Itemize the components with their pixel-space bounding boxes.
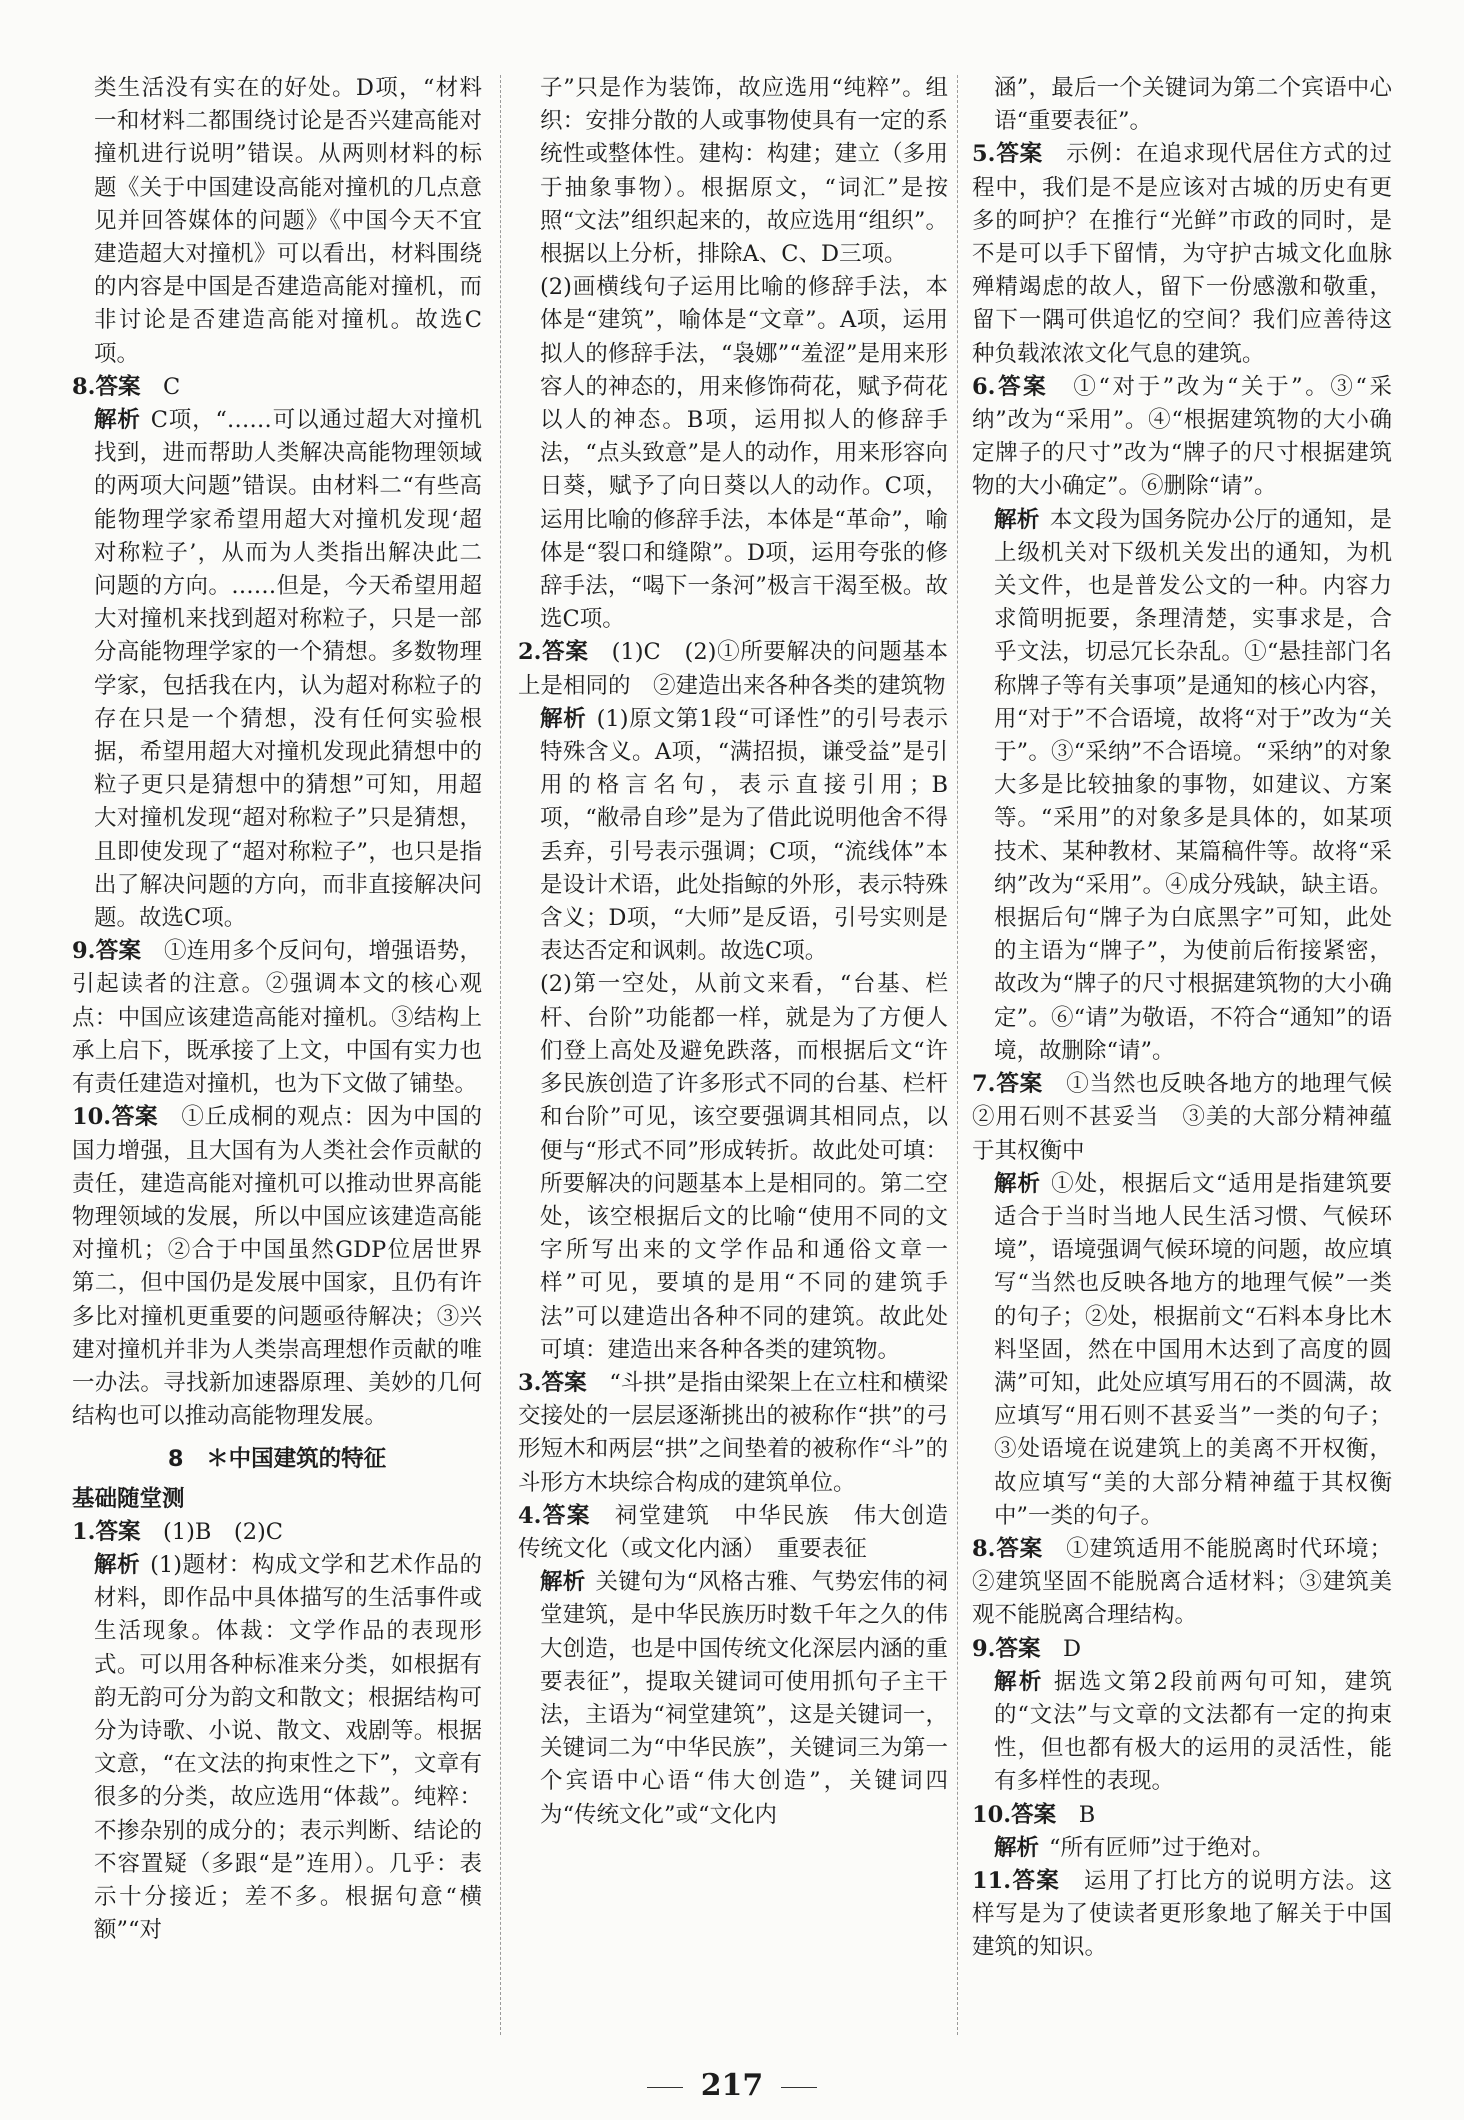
q4-number: 4. [518, 1502, 542, 1529]
answer-label: 答案 [1011, 1867, 1061, 1894]
column-divider-1 [500, 75, 501, 2035]
q9-number: 9. [72, 938, 96, 965]
c3-continued-text: 涵”，最后一个关键词为第二个宾语中心语“重要表征”。 [994, 75, 1392, 135]
q11-answer: 运用了打比方的说明方法。这样写是为了使读者更形象地了解关于中国建筑的知识。 [972, 1867, 1392, 1961]
q2-analysis-2: (2)第一空处，从前文来看，“台基、栏杆、台阶”功能都一样，就是为了方便人们登上高处及避免跌落，而根据后文“许多民族创造了许多形式不同的台基、栏杆和台阶”可见，该空要强调其相同点，以便与“形式不同”形成转折。故此处可填：所要解决的问题基本上是相同的。第二空处，该空根据后文的比喻“使用不同的文字所写出来的文学作品和通俗文章一样”可见，要填的是用“不同的建筑手法”可以建造出各种不同的建筑。故此处可填：建造出来各种各类的建筑物。 [540, 971, 948, 1363]
s1-number: 1. [72, 1518, 96, 1545]
q5-number: 5. [972, 141, 996, 168]
column-1 [72, 72, 482, 1947]
q9b-answer: D [1063, 1635, 1082, 1662]
q8-number: 8. [72, 373, 96, 400]
q10b-analysis: “所有匠师”过于绝对。 [1049, 1834, 1275, 1861]
answer-label: 答案 [111, 1104, 159, 1131]
q7-answer: ①当然也反映各地方的地理气候 ②用石则不甚妥当 ③美的大部分精神蕴于其权衡中 [972, 1071, 1415, 1164]
answer-label: 答案 [995, 1535, 1043, 1562]
page-number: 217 [700, 2068, 764, 2103]
q8b-number: 8. [972, 1535, 996, 1562]
c2-continued-text: 子”只是作为装饰，故应选用“纯粹”。组织：安排分散的人或事物使具有一定的系统性或整体性。建构：构建；建立（多用于抽象事物）。根据原文，“词汇”是按照“文法”组织起来的，故应选用“组织”。根据以上分析，排除A、C、D三项。 [540, 75, 948, 268]
analysis-label: 解析 [94, 1551, 141, 1578]
analysis-label: 解析 [94, 407, 141, 434]
column-3 [972, 72, 1415, 1965]
c3-q7 [972, 1068, 1415, 1533]
q10-answer: ①丘成桐的观点：因为中国的国力增强，且大国有为人类社会作贡献的责任，建造高能对撞机可以推动世界高能物理领域的发展，所以中国应该建造高能对撞机；②合于中国虽然GDP位居世界第二，但中国仍是发展中国家，且仍有许多比对撞机更重要的问题亟待解决；③兴建对撞机并非为人类崇高理想作贡献的唯一办法。寻找新加速器原理、美妙的几何结构也可以推动高能物理发展。 [72, 1104, 482, 1430]
c3-q9 [972, 1633, 1392, 1799]
q9-answer: ①连用多个反问句，增强语势，引起读者的注意。②强调本文的核心观点：中国应该建造高能对撞机。③结构上承上启下，既承接了上文，中国有实力也有责任建造对撞机，也为下文做了铺垫。 [72, 938, 482, 1098]
q3-answer: “斗拱”是指由梁架上在立柱和横梁交接处的一层层逐渐挑出的被称作“拱”的弓形短木和两层“拱”之间垫着的被称作“斗”的斗形方木块综合构成的建筑单位。 [518, 1369, 948, 1496]
q6-number: 6. [972, 373, 996, 400]
q3-number: 3. [518, 1369, 542, 1396]
analysis-label: 解析 [994, 1170, 1042, 1197]
c2-q4 [518, 1500, 971, 1832]
c1-continued-text: 类生活没有实在的好处。D项，“材料一和材料二都围绕讨论是否兴建高能对撞机进行说明”错误。从两则材料的标题《关于中国建设高能对撞机的几点意见并回答媒体的问题》《中国今天不宜建造超大对撞机》可以看出，材料围绕的内容是中国是否建造高能对撞机，而非讨论是否建造高能对撞机。故选C项。 [94, 75, 482, 367]
q8b-answer: ①建筑适用不能脱离时代环境；②建筑坚固不能脱离合适材料；③建筑美观不能脱离合理结构。 [972, 1535, 1392, 1629]
answer-label: 答案 [95, 938, 142, 965]
c1-s1 [72, 1516, 482, 1948]
s1-answer: (1)B (2)C [163, 1518, 284, 1545]
section-title: 8 ＊中国建筑的特征 [167, 1446, 387, 1473]
c2-paragraph-2: (2)画横线句子运用比喻的修辞手法，本体是“建筑”，喻体是“文章”。A项，运用拟人的修辞手法，“袅娜”“羞涩”是用来形容人的神态的，用来修饰荷花，赋予荷花以人的神态。B项，运用拟人的修辞手法，“点头致意”是人的动作，用来形容向日葵，赋予了向日葵以人的动作。C项，运用比喻的修辞手法，本体是“革命”，喻体是“裂口和缝隙”。D项，运用夸张的修辞手法，“喝下一条河”极言干渴至极。故选C项。 [540, 274, 948, 633]
q8-answer: C [163, 373, 181, 400]
column-divider-2 [957, 75, 958, 2035]
q11-number: 11. [972, 1867, 1012, 1894]
answer-label: 答案 [95, 373, 141, 400]
q2-analysis-1: (1)原文第1段“可译性”的引号表示特殊含义。A项，“满招损，谦受益”是引用的格言名句，表示直接引用；B项，“敝帚自珍”是为了借此说明他舍不得丢弃，引号表示强调；C项，“流线体”本是设计术语，此处指鲸的外形，表示特殊含义；D项，“大师”是反语，引号实则是表达否定和讽刺。故选C项。 [540, 705, 948, 965]
q2-answer: (1)C (2)①所要解决的问题基本上是相同的 ②建造出来各种各类的建筑物 [518, 639, 948, 699]
analysis-label: 解析 [540, 1569, 586, 1596]
c1-q10 [72, 1101, 482, 1433]
c3-q11 [972, 1865, 1392, 1965]
answer-label: 答案 [995, 141, 1043, 168]
subsection-title: 基础随堂测 [72, 1485, 185, 1512]
column-2 [518, 72, 971, 1832]
footer-dash-left [647, 2087, 683, 2088]
q10b-answer: B [1078, 1801, 1096, 1828]
q6-answer: ①“对于”改为“关于”。③“采纳”改为“采用”。④“根据建筑物的大小确定牌子的尺寸”改为“牌子的尺寸根据建筑物的大小确定”。⑥删除“请”。 [972, 373, 1392, 500]
answer-label: 答案 [541, 639, 589, 666]
c1-q8 [72, 371, 482, 935]
q6-analysis: 本文段为国务院办公厅的通知，是上级机关对下级机关发出的通知，为机关文件，也是普发公文的一种。内容力求简明扼要，条理清楚，实事求是，合乎文法，切忌冗长杂乱。①“悬挂部门名称牌子等有关事项”是通知的核心内容，用“对于”不合语境，故将“对于”改为“关于”。③“采纳”不合语境。“采纳”的对象大多是比较抽象的事物，如建议、方案等。“采用”的对象多是具体的，如某项技术、某种教材、某篇稿件等。故将“采纳”改为“采用”。④成分残缺，缺主语。根据后句“牌子为白底黑字”可知，此处的主语为“牌子”，为使前后衔接紧密，故改为“牌子的尺寸根据建筑物的大小确定”。⑥“请”为敬语，不符合“通知”的语境，故删除“请”。 [994, 506, 1392, 1064]
answer-label: 答案 [541, 1369, 587, 1396]
c1-q9 [72, 935, 482, 1101]
analysis-label: 解析 [994, 1668, 1044, 1695]
q10b-number: 10. [972, 1801, 1012, 1828]
answer-label: 答案 [995, 373, 1049, 400]
q5-answer: 示例：在追求现代居住方式的过程中，我们是不是应该对古城的历史有更多的呵护？在推行“光鲜”市政的同时，是不是可以手下留情，为守护古城文化血脉殚精竭虑的故人，留下一份感激和敬重，留下一隅可供追忆的空间？我们应善待这种负载浓浓文化气息的建筑。 [972, 141, 1392, 367]
c2-q2 [518, 636, 948, 1366]
c2-q3 [518, 1367, 948, 1500]
q8-analysis: C项，“……可以通过超大对撞机找到，进而帮助人类解决高能物理领域的两项大问题”错误。由材料二“有些高能物理学家希望用超大对撞机发现‘超对称粒子’，从而为人类指出解决此二问题的方向。……但是，今天希望用超大对撞机来找到超对称粒子，只是一部分高能物理学家的一个猜想。多数物理学家，包括我在内，认为超对称粒子的存在只是一个猜想，没有任何实验根据，希望用超大对撞机发现此猜想中的粒子更只是猜想中的猜想”可知，用超大对撞机发现“超对称粒子”只是猜想，且即使发现了“超对称粒子”，也只是指出了解决问题的方向，而非直接解决问题。故选C项。 [94, 407, 482, 932]
answer-label: 答案 [1011, 1801, 1057, 1828]
analysis-label: 解析 [994, 1834, 1040, 1861]
answer-label: 答案 [995, 1071, 1043, 1098]
analysis-label: 解析 [540, 705, 587, 732]
q7-number: 7. [972, 1071, 996, 1098]
q2-number: 2. [518, 639, 542, 666]
q10-number: 10. [72, 1104, 112, 1131]
footer-dash-right [781, 2087, 817, 2088]
s1-analysis: (1)题材：构成文学和艺术作品的材料，即作品中具体描写的生活事件或生活现象。体裁：文学作品的表现形式。可以用各种标准来分类，如根据有韵无韵可分为韵文和散文；根据结构可分为诗歌、小说、散文、戏剧等。根据文意，“在文法的拘束性之下”，文章有很多的分类，故应选用“体裁”。纯粹：不掺杂别的成分的；表示判断、结论的不容置疑（多跟“是”连用）。几乎：表示十分接近；差不多。根据句意“横额”“对 [94, 1551, 482, 1944]
q4-answer: 祠堂建筑 中华民族 伟大创造 传统文化（或文化内涵） 重要表征 [518, 1502, 971, 1562]
answer-label: 答案 [995, 1635, 1041, 1662]
answer-label: 答案 [541, 1502, 591, 1529]
page-footer [0, 2068, 1464, 2103]
c3-q5 [972, 138, 1392, 370]
q7-analysis: ①处，根据后文“适用是指建筑要适合于当时当地人民生活习惯、气候环境”，语境强调气候环境的问题，故应填写“当然也反映各地方的地理气候”一类的句子；②处，根据前文“石料本身比木料坚固，然在中国用木达到了高度的圆满”可知，此处应填写用石的不圆满，故应填写“用石则不甚妥当”一类的句子；③处语境在说建筑上的美离不开权衡，故应填写“美的大部分精神蕴于其权衡中”一类的句子。 [994, 1170, 1392, 1529]
q9b-analysis: 据选文第2段前两句可知，建筑的“文法”与文章的文法都有一定的拘束性，但也都有极大的运用的灵活性，能有多样性的表现。 [994, 1668, 1392, 1795]
q9b-number: 9. [972, 1635, 996, 1662]
q4-analysis: 关键句为“风格古雅、气势宏伟的祠堂建筑，是中华民族历时数千年之久的伟大创造，也是中国传统文化深层内涵的重要表征”，提取关键词可使用抓句子主干法，主语为“祠堂建筑”，这是关键词一，关键词二为“中华民族”，关键词三为第一个宾语中心语“伟大创造”，关键词四为“传统文化”或“文化内 [540, 1569, 948, 1828]
answer-label: 答案 [95, 1518, 141, 1545]
c3-q10 [972, 1799, 1392, 1865]
analysis-label: 解析 [994, 506, 1040, 533]
c3-q8 [972, 1533, 1392, 1633]
c3-q6 [972, 371, 1392, 1068]
